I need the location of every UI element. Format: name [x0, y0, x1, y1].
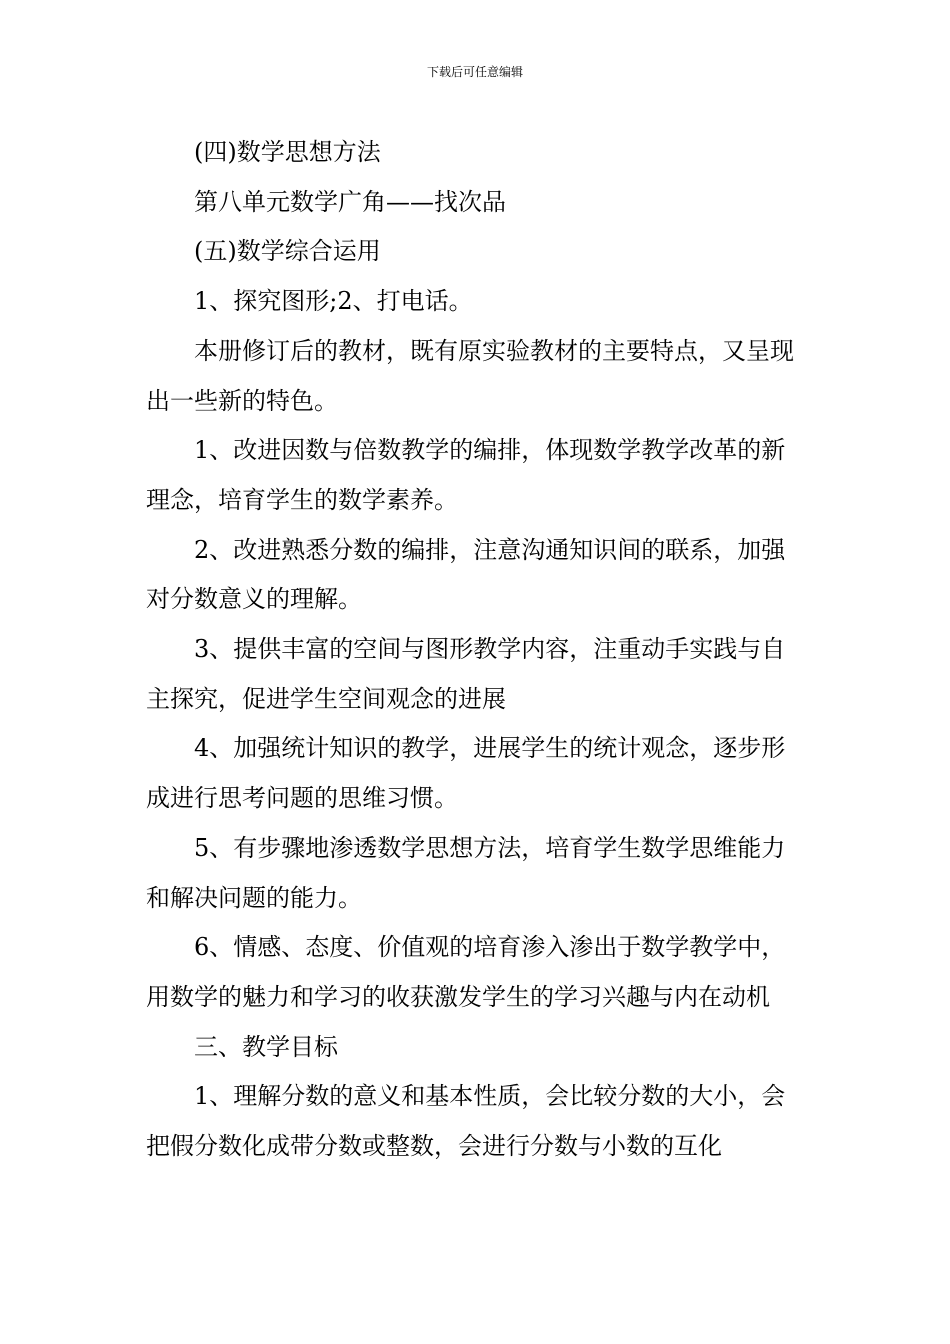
section-heading-goals: 三、教学目标 — [194, 1032, 338, 1061]
paragraph-feature-3: 3、提供丰富的空间与图形教学内容，注重动手实践与自主探究，促进学生空间观念的进展 — [146, 635, 786, 713]
paragraph-intro: 本册修订后的教材，既有原实验教材的主要特点，又呈现出一些新的特色。 — [146, 336, 794, 415]
paragraph-unit-8: 第八单元数学广角——找次品 — [194, 187, 506, 216]
paragraph-feature-1: 1、改进因数与倍数教学的编排，体现数学教学改革的新理念，培育学生的数学素养。 — [146, 436, 786, 514]
page-header: 下载后可任意编辑 — [426, 65, 523, 79]
paragraph-goal-1: 1、理解分数的意义和基本性质，会比较分数的大小，会把假分数化成带分数或整数，会进行分数与小数的互化 — [146, 1082, 786, 1161]
document-body — [146, 128, 806, 1172]
paragraph-topics: 1、探究图形;2、打电话。 — [194, 287, 473, 316]
paragraph-feature-6: 6、情感、态度、价值观的培育渗入渗出于数学教学中，用数学的魅力和学习的收获激发学生的学习兴趣与内在动机 — [146, 933, 786, 1011]
paragraph-feature-4: 4、加强统计知识的教学，进展学生的统计观念，逐步形成进行思考问题的思维习惯。 — [146, 734, 786, 813]
paragraph-section-4: (四)数学思想方法 — [194, 138, 381, 166]
paragraph-section-5: (五)数学综合运用 — [194, 237, 381, 266]
paragraph-feature-5: 5、有步骤地渗透数学思想方法，培育学生数学思维能力和解决问题的能力。 — [146, 833, 786, 912]
paragraph-feature-2: 2、改进熟悉分数的编排，注意沟通知识间的联系，加强对分数意义的理解。 — [146, 535, 786, 614]
